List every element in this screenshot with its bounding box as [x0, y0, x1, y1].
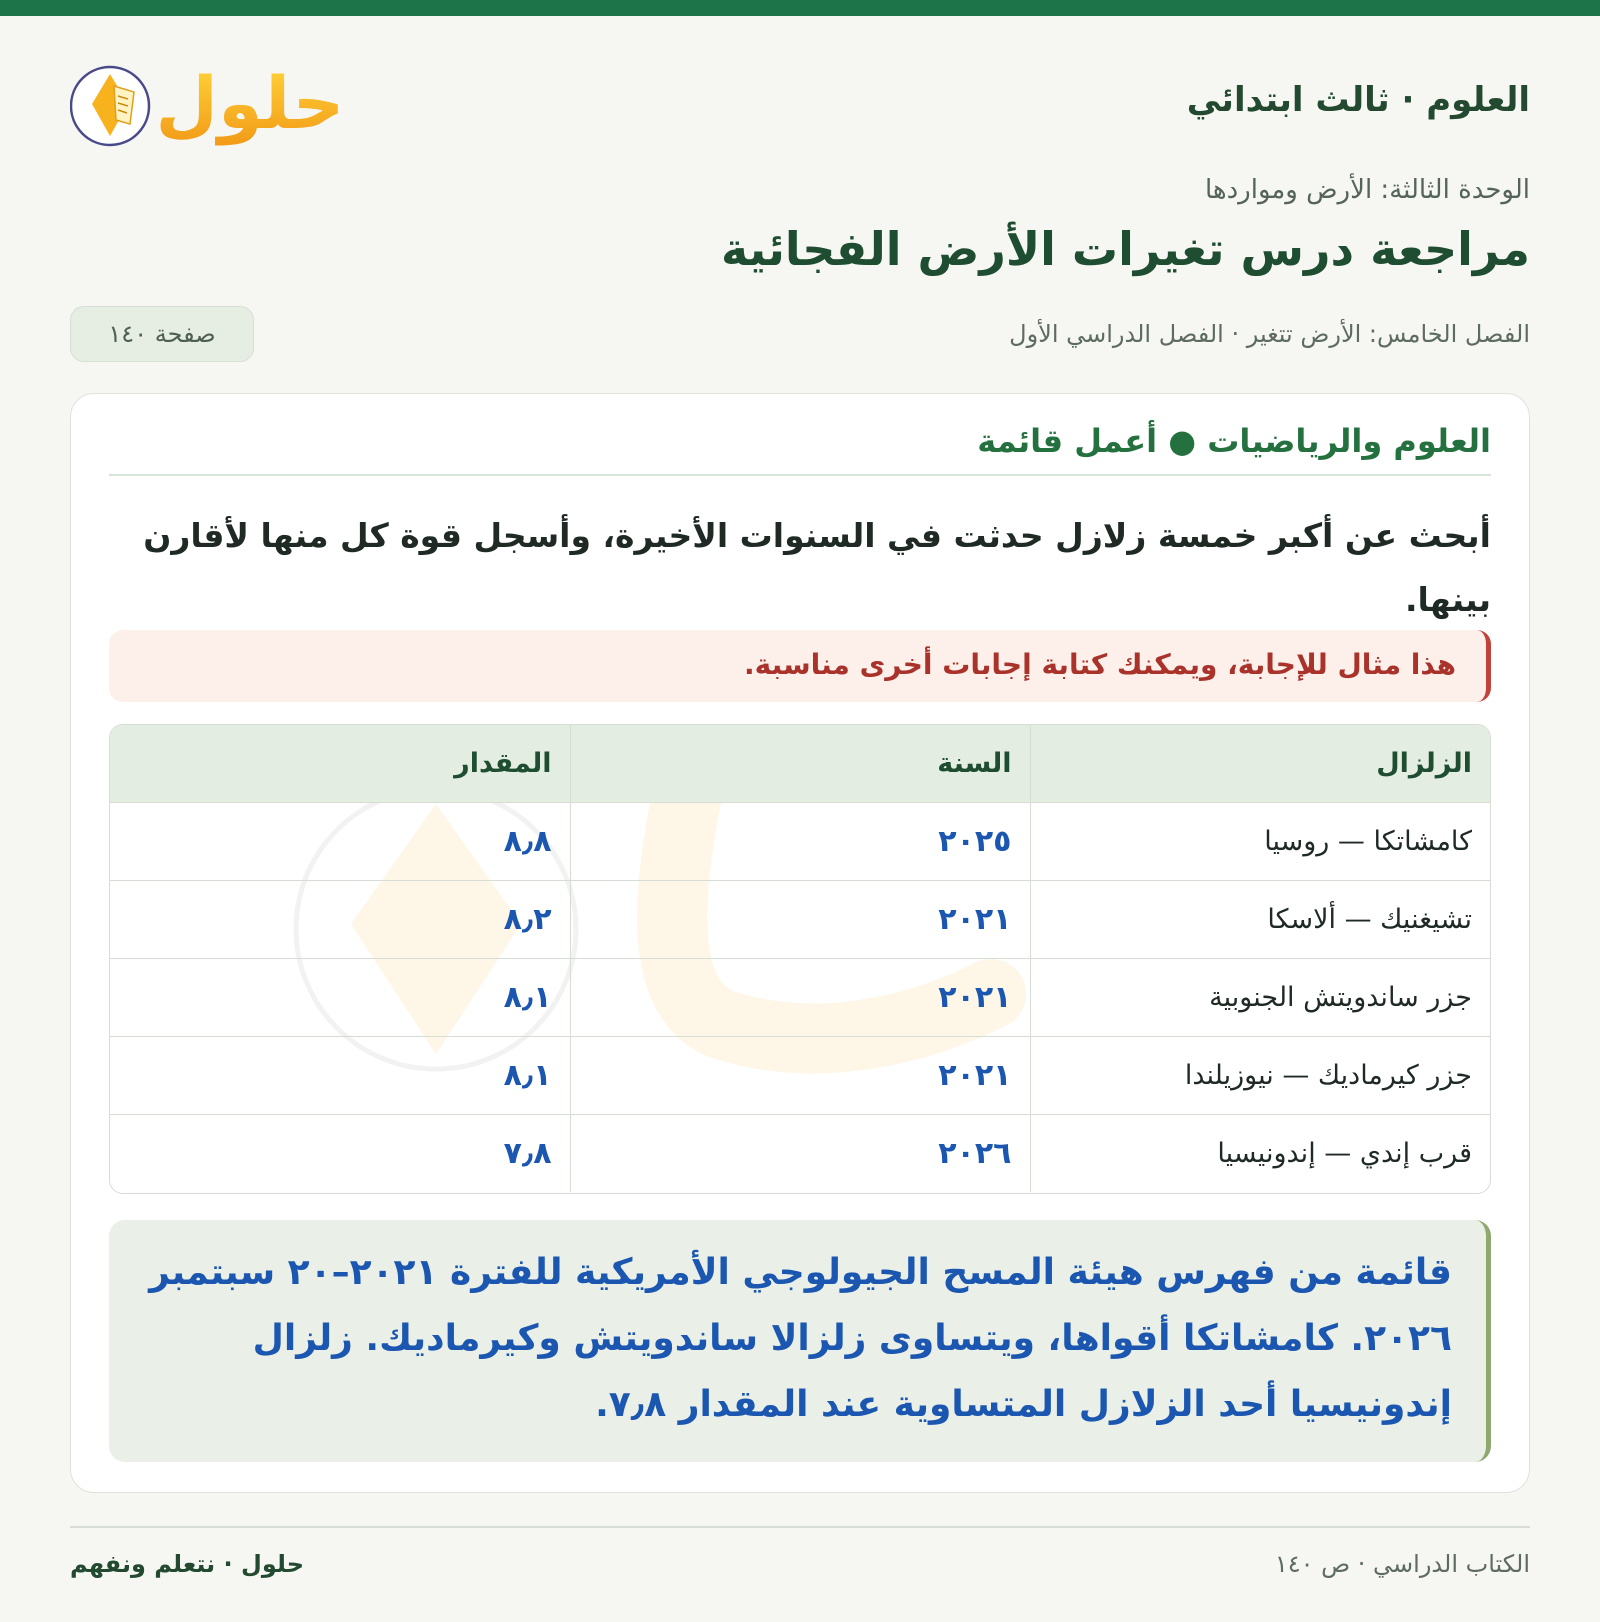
- table-row: [110, 1114, 1490, 1192]
- earthquake-magnitude: ٨٫٢: [110, 880, 570, 958]
- earthquake-name: تشيغنيك — ألاسكا: [1030, 880, 1490, 958]
- page-header: [70, 50, 1530, 160]
- table-header-row: [110, 725, 1490, 802]
- earthquake-magnitude: ٨٫٨: [110, 802, 570, 880]
- table-row: [110, 958, 1490, 1036]
- header-year: السنة: [570, 725, 1030, 802]
- earthquake-year: ٢٠٢١: [570, 1036, 1030, 1114]
- page-number-badge: صفحة ١٤٠: [70, 306, 254, 362]
- answer-note: هذا مثال للإجابة، ويمكنك كتابة إجابات أخرى مناسبة.: [109, 630, 1491, 702]
- earthquake-year: ٢٠٢١: [570, 958, 1030, 1036]
- header-magnitude: المقدار: [110, 725, 570, 802]
- footer-book-reference: الكتاب الدراسي · ص ١٤٠: [1274, 1550, 1530, 1578]
- footer-divider: [70, 1526, 1530, 1528]
- logo-wordmark: حلول: [155, 61, 340, 145]
- earthquake-name: كامشاتكا — روسيا: [1030, 802, 1490, 880]
- earthquake-name: جزر ساندويتش الجنوبية: [1030, 958, 1490, 1036]
- hulul-logo: [70, 50, 340, 155]
- earthquake-year: ٢٠٢٦: [570, 1114, 1030, 1192]
- top-accent-bar: [0, 0, 1600, 16]
- conclusion-box: قائمة من فهرس هيئة المسح الجيولوجي الأمريكية للفترة ٢٠٢١–٢٠ سبتمبر ٢٠٢٦. كامشاتكا أقواها، ويتساوى زلزالا ساندويتش وكيرماديك. زلزال إندونيسيا أحد الزلازل المتساوية عند المقدار ٧٫٨.: [109, 1220, 1491, 1462]
- unit-label: الوحدة الثالثة: الأرض ومواردها: [1204, 175, 1530, 205]
- earthquake-table: [109, 724, 1491, 1194]
- earthquake-year: ٢٠٢١: [570, 880, 1030, 958]
- table-row: [110, 880, 1490, 958]
- earthquake-name: قرب إندي — إندونيسيا: [1030, 1114, 1490, 1192]
- subject-title: العلوم · ثالث ابتدائي: [1186, 80, 1530, 120]
- earthquake-magnitude: ٨٫١: [110, 958, 570, 1036]
- lesson-title: مراجعة درس تغيرات الأرض الفجائية: [720, 222, 1530, 276]
- earthquake-name: جزر كيرماديك — نيوزيلندا: [1030, 1036, 1490, 1114]
- question-text: أبحث عن أكبر خمسة زلازل حدثت في السنوات الأخيرة، وأسجل قوة كل منها لأقارن بينها.: [143, 516, 1491, 619]
- earthquake-year: ٢٠٢٥: [570, 802, 1030, 880]
- earthquake-magnitude: ٨٫١: [110, 1036, 570, 1114]
- earthquake-magnitude: ٧٫٨: [110, 1114, 570, 1192]
- table-row: [110, 802, 1490, 880]
- table-row: [110, 1036, 1490, 1114]
- chapter-label: الفصل الخامس: الأرض تتغير · الفصل الدراسي الأول: [1009, 320, 1530, 348]
- exercise-card: [70, 393, 1530, 1493]
- footer-brand-slogan: حلول · نتعلم ونفهم: [70, 1550, 304, 1578]
- section-heading: العلوم والرياضيات ● أعمل قائمة: [109, 422, 1491, 476]
- header-earthquake: الزلزال: [1030, 725, 1490, 802]
